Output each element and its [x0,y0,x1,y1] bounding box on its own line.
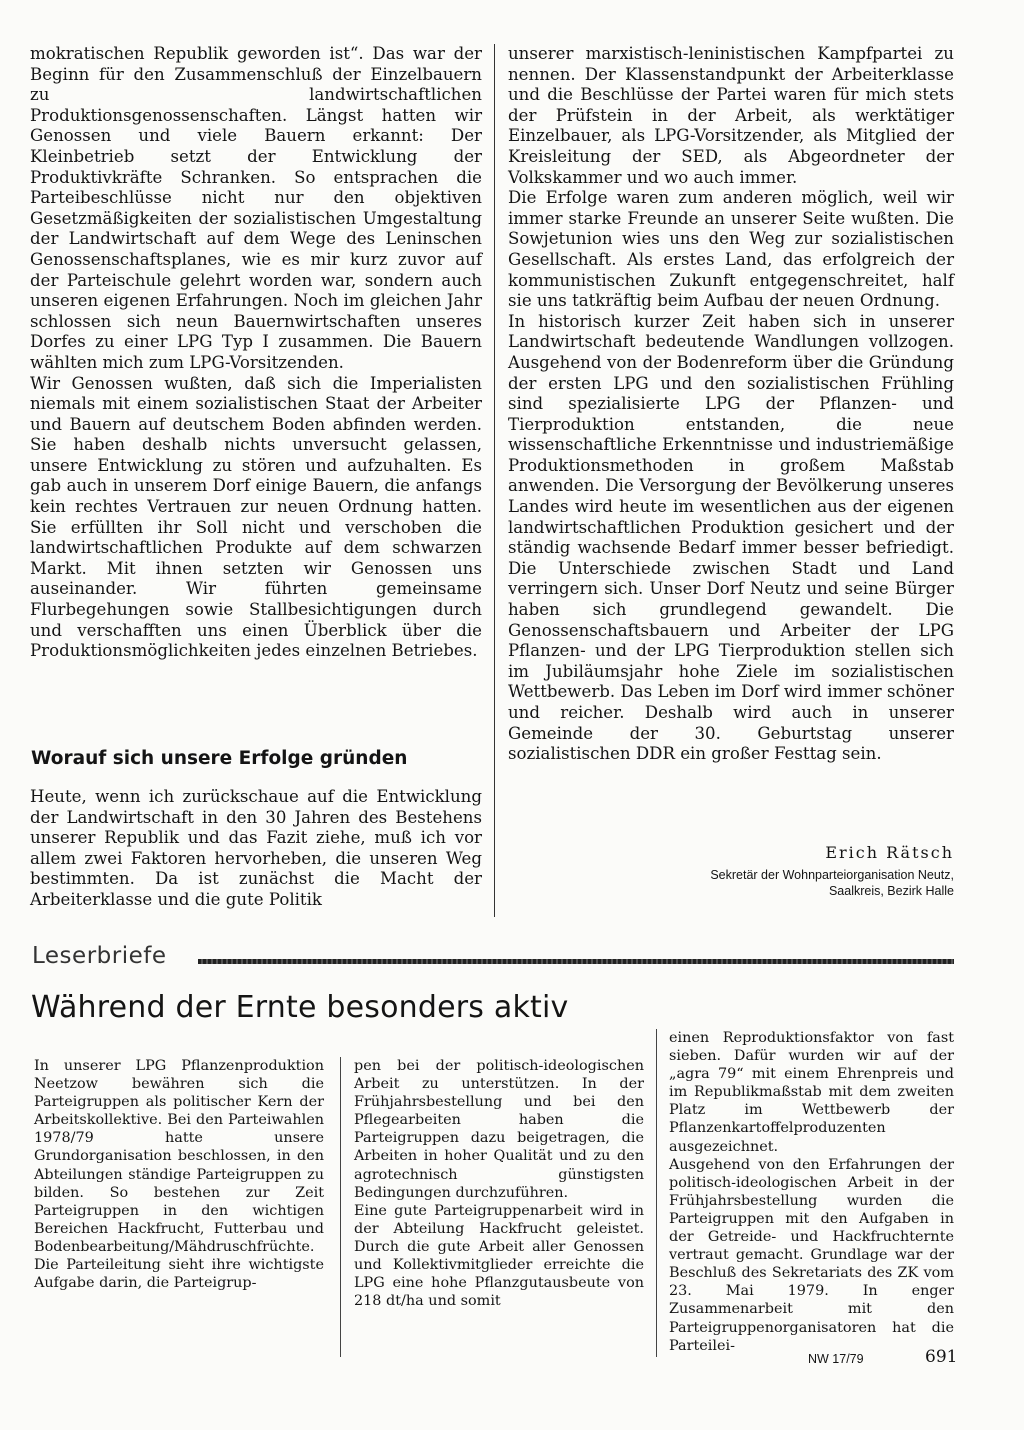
author-name: Erich Rätsch [825,843,954,862]
section-label: Leserbriefe [32,943,167,969]
paragraph: Eine gute Parteigruppenarbeit wird in der Abteilung Hackfrucht geleistet. Durch die gute Arbeit aller Genossen und Kollektivmitglieder erreichte die LPG eine hohe Pflanzgutausbeute von 218 dt/ha und somit [354,1202,644,1310]
section-rule [198,959,954,964]
page-number: 691 [925,1347,958,1367]
letter-column-2 [354,1057,644,1310]
column-divider [494,44,495,917]
paragraph: Wir Genossen wußten, daß sich die Imperialisten niemals mit einem sozialistischen Staat der Arbeiter und Bauern auf deutschem Boden abfinden werden. Sie haben deshalb nichts unversucht gelassen, unsere Entwicklung zu stören und aufzuhalten. Es gab auch in unserem Dorf einige Bauern, die anfangs kein rechtes Vertrauen zur neuen Ordnung hatten. Sie erfüllten ihr Soll nicht und verschoben die landwirtschaftlichen Produkte auf dem schwarzen Markt. Mit ihnen setzten wir Genossen uns auseinander. Wir führten gemeinsame Flurbegehungen sowie Stallbesichtigungen durch und verschafften uns einen Überblick über die Produktionsmöglichkeiten jedes einzelnen Betriebes. [30,373,482,661]
issue-tag: NW 17/79 [808,1352,864,1366]
paragraph: einen Reproduktionsfaktor von fast sieben. Dafür wurden wir auf der „agra 79“ mit einem Ehrenpreis und im Republikmaßstab mit dem zweiten Platz im Wettbewerb der Pflanzenkartoffelproduzenten ausgezeichnet. [669,1030,954,1155]
author-role: Sekretär der Wohnparteiorganisation Neutz, [710,868,954,882]
paragraph: unserer marxistisch-leninistischen Kampfpartei zu nennen. Der Klassenstandpunkt der Arbeiterklasse und die Beschlüsse der Partei waren für mich stets der Prüfstein in der Arbeit, als werktätiger Einzelbauer, als LPG-Vorsitzender, als Mitglied der Kreisleitung der SED, als Abgeordneter der Volkskammer und wo auch immer. [508,44,954,187]
letter-column-1 [34,1057,324,1292]
paragraph: Ausgehend von den Erfahrungen der politisch-ideologischen Arbeit in der Frühjahrsbestellung wurden die Parteigruppen mit den Aufgaben in der Getreide- und Hackfruchternte vertraut gemacht. Grundlage war der Beschluß des Sekretariats des ZK vom 23. Mai 1979. In enger Zusammenarbeit mit den Parteigruppenorganisatoren hat die Parteilei- [669,1156,954,1354]
paragraph: Die Parteileitung sieht ihre wichtigste Aufgabe darin, die Parteigrup- [34,1257,324,1292]
column-divider [656,1029,657,1357]
paragraph: mokratischen Republik geworden ist“. Das war der Beginn für den Zusammenschluß der Einzelbauern zu landwirtschaftlichen Produktionsgenossenschaften. Längst hatten wir Genossen und viele Bauern erkannt: Der Kleinbetrieb setzt der Entwicklung der Produktivkräfte Schranken. So entsprachen die Parteibeschlüsse nicht nur den objektiven Gesetzmäßigkeiten der sozialistischen Umgestaltung der Landwirtschaft auf dem Wege des Leninschen Genossenschaftsplanes, wie es mir kurz zuvor auf der Parteischule gelehrt worden war, sondern auch unseren eigenen Erfahrungen. Noch im gleichen Jahr schlossen sich neun Bauernwirtschaften unseres Dorfes zu einer LPG Typ I zusammen. Die Bauern wählten mich zum LPG-Vorsitzenden. [30,44,482,372]
upper-left-column-continued [30,787,482,911]
paragraph: pen bei der politisch-ideologischen Arbeit zu unterstützen. In der Frühjahrsbestellung und bei den Pflegearbeiten haben die Parteigruppen dazu beigetragen, die Arbeiten in hoher Qualität und zu den agrotechnisch günstigsten Bedingungen durchzuführen. [354,1058,644,1201]
letter-column-3 [669,1029,954,1355]
letter-headline: Während der Ernte besonders aktiv [31,990,569,1025]
paragraph: In historisch kurzer Zeit haben sich in unserer Landwirtschaft bedeutende Wandlungen vollzogen. Ausgehend von der Bodenreform über die Gründung der ersten LPG und den sozialistischen Frühling sind spezialisierte LPG der Pflanzen- und Tierproduktion entstanden, die neue wissenschaftliche Erkenntnisse und industriemäßige Produktionsmethoden in großem Maßstab anwenden. Die Versorgung der Bevölkerung unseres Landes wird heute im wesentlichen aus der eigenen landwirtschaftlichen Produktion gesichert und der ständig wachsende Bedarf immer besser befriedigt. Die Unterschiede zwischen Stadt und Land verringern sich. Unser Dorf Neutz und seine Bürger haben sich grundlegend gewandelt. Die Genossenschaftsbauern und Arbeiter der LPG Pflanzen- und der LPG Tierproduktion stellen sich im Jubiläumsjahr hohe Ziele im sozialistischen Wettbewerb. Das Leben im Dorf wird immer schöner und reicher. Deshalb wird auch in unserer Gemeinde der 30. Geburtstag unserer sozialistischen DDR ein großer Festtag sein. [508,311,954,764]
paragraph: Die Erfolge waren zum anderen möglich, weil wir immer starke Freunde an unserer Seite wußten. Die Sowjetunion wies uns den Weg zur sozialistischen Gesellschaft. Als erstes Land, das erfolgreich der kommunistischen Zukunft entgegenschreitet, half sie uns tatkräftig beim Aufbau der neuen Ordnung. [508,188,954,311]
section-subheading: Worauf sich unsere Erfolge gründen [31,748,408,769]
paragraph: In unserer LPG Pflanzenproduktion Neetzow bewähren sich die Parteigruppen als politischer Kern der Arbeitskollektive. Bei den Parteiwahlen 1978/79 hatte unsere Grundorganisation beschlossen, in den Abteilungen ständige Parteigruppen zu bilden. So bestehen zur Zeit Parteigruppen in den wichtigen Bereichen Hackfrucht, Futterbau und Bodenbearbeitung/Mähdruschfrüchte. [34,1058,324,1255]
column-divider [340,1057,341,1357]
author-location: Saalkreis, Bezirk Halle [828,884,954,898]
upper-left-column [30,44,482,662]
upper-right-column [508,44,954,765]
paragraph: Heute, wenn ich zurückschaue auf die Entwicklung der Landwirtschaft in den 30 Jahren des Bestehens unserer Republik und das Fazit ziehe, muß ich vor allem zwei Faktoren hervorheben, die unseren Weg bestimmten. Da ist zunächst die Macht der Arbeiterklasse und die gute Politik [30,787,482,909]
